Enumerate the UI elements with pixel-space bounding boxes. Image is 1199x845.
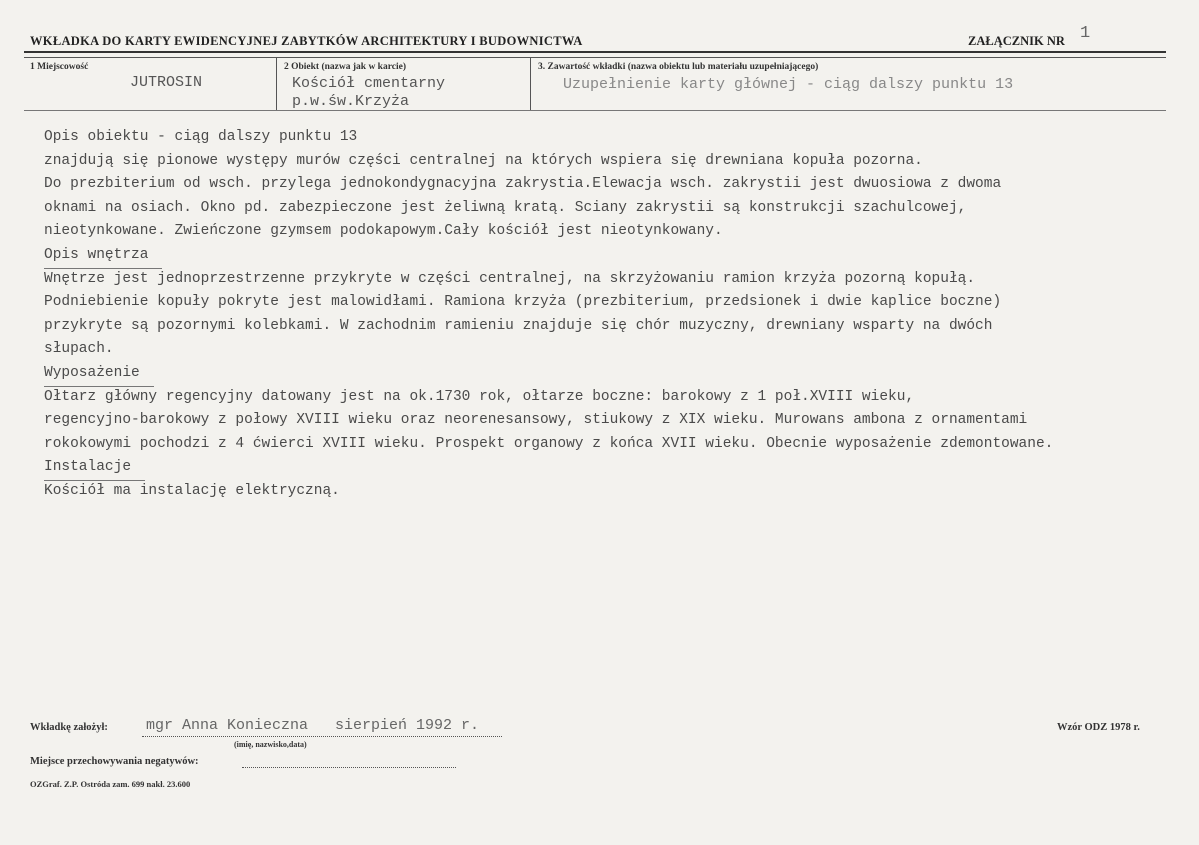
fields-rule-bottom <box>24 110 1166 111</box>
form-model-label: Wzór ODZ 1978 r. <box>1057 722 1140 733</box>
locality-value: JUTROSIN <box>130 74 203 91</box>
created-by-line <box>142 736 502 737</box>
body-line: rokokowymi pochodzi z 4 ćwierci XVIII wieku. Prospekt organowy z końca XVII wieku. Obecnie wyposażenie zdemontowane. <box>44 435 1054 452</box>
negatives-location-label: Miejsce przechowywania negatywów: <box>30 756 199 767</box>
body-line: przykryte są pozornymi kolebkami. W zachodnim ramieniu znajduje się chór muzyczny, drewniany wsparty na dwóch <box>44 317 993 334</box>
body-line: słupach. <box>44 341 114 358</box>
body-line: Wnętrze jest jednoprzestrzenne przykryte w części centralnej, na skrzyżowaniu ramion krzyża pozorną kopułą. <box>44 270 976 287</box>
body-line: Do prezbiterium od wsch. przylega jednokondygnacyjna zakrystia.Elewacja wsch. zakrystii jest dwuosiowa z dwoma <box>44 176 1002 193</box>
field-divider-2 <box>530 57 531 110</box>
section-heading-interior: Opis wnętrza <box>44 244 162 269</box>
section-heading-installations: Instalacje <box>44 456 145 481</box>
created-by-label: Wkładkę założył: <box>30 722 108 733</box>
content-label: 3. Zawartość wkładki (nazwa obiektu lub materiału uzupełniającego) <box>538 62 819 72</box>
card-title: WKŁADKA DO KARTY EWIDENCYJNEJ ZABYTKÓW ARCHITEKTURY I BUDOWNICTWA <box>30 34 583 48</box>
content-value: Uzupełnienie karty głównej - ciąg dalszy punktu 13 <box>563 76 1014 93</box>
header-rule-thin <box>24 57 1166 58</box>
body-line: nieotynkowane. Zwieńczone gzymsem podokapowym.Cały kościół jest nieotynkowany. <box>44 223 723 240</box>
object-value-line2: p.w.św.Krzyża <box>292 93 410 110</box>
annex-number: 1 <box>1080 24 1091 43</box>
body-line: Ołtarz główny regencyjny datowany jest na ok.1730 rok, ołtarze boczne: barokowy z 1 poł.XVIII wieku, <box>44 388 915 405</box>
body-heading-line <box>44 362 1194 386</box>
printer-imprint: OZGraf. Z.P. Ostróda zam. 699 nakł. 23.600 <box>30 779 191 789</box>
body-line: Opis obiektu - ciąg dalszy punktu 13 <box>44 129 358 145</box>
created-by-caption: (imię, nazwisko,data) <box>234 740 307 749</box>
field-divider-1 <box>276 57 277 110</box>
body-line: znajdują się pionowe występy murów części centralnej na których wspiera się drewniana kopuła pozorna. <box>44 152 923 169</box>
body-heading-line <box>44 244 1194 268</box>
created-by-value: mgr Anna Konieczna sierpień 1992 r. <box>146 717 480 734</box>
header-rule-thick <box>24 51 1166 53</box>
body-heading-line <box>44 456 1194 480</box>
negatives-location-line <box>242 767 456 768</box>
body-line: Podniebienie kopuły pokryte jest malowidłami. Ramiona krzyża (prezbiterium, przedsionek i dwie kaplice boczne) <box>44 294 1002 311</box>
locality-label: 1 Miejscowość <box>30 62 89 72</box>
body-line: Kościół ma instalację elektryczną. <box>44 482 340 499</box>
section-heading-furnishings: Wyposażenie <box>44 362 154 387</box>
body-line: oknami na osiach. Okno pd. zabezpieczone jest żeliwną kratą. Sciany zakrystii są konstrukcji szachulcowej, <box>44 199 967 216</box>
object-value-line1: Kościół cmentarny <box>292 75 446 92</box>
body-line: regencyjno-barokowy z połowy XVIII wieku oraz neorenesansowy, stiukowy z XIX wieku. Murowans ambona z ornamentami <box>44 412 1028 429</box>
object-label: 2 Obiekt (nazwa jak w karcie) <box>284 62 406 72</box>
annex-label: ZAŁĄCZNIK NR <box>968 34 1065 48</box>
description-body <box>44 126 1194 504</box>
